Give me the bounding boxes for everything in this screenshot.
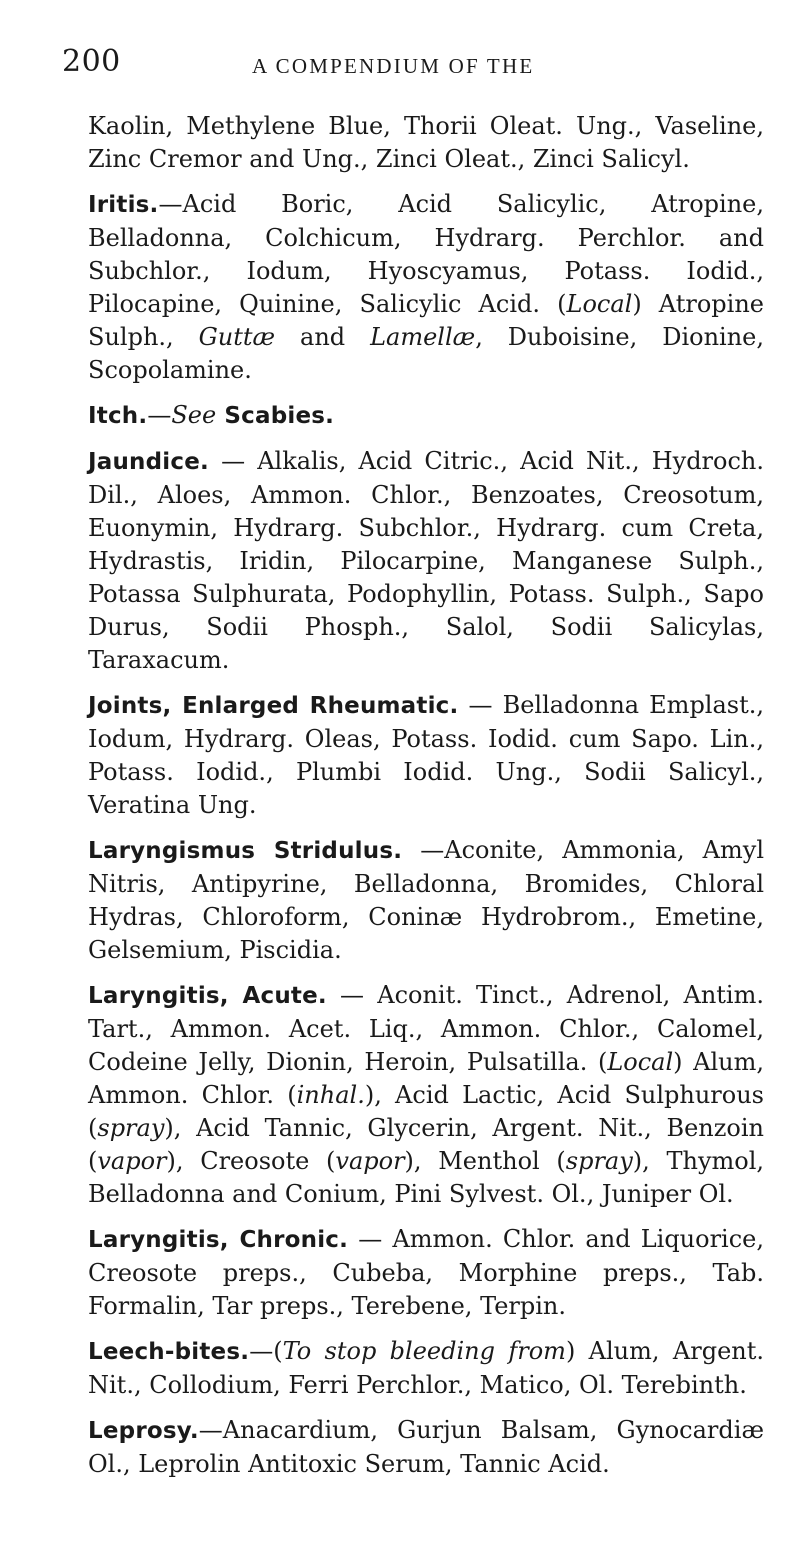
entry-itch (88, 399, 764, 433)
entry-dash: — (147, 401, 172, 429)
entry-text: — Aconit. Tinct., Adrenol, Antim. Tart., Ammon. Acet. Liq., Ammon. Chlor., Calomel, Codeine Jelly, Dionin, Heroin, Pulsatilla. ( (88, 981, 764, 1076)
entry-text: — Belladonna Emplast., Iodum, Hydrarg. Oleas, Potass. Iodid. cum Sapo. Lin., Potass. Iodid., Plumbi Iodid. Ung., Sodii Salicyl., Veratina Ung. (88, 691, 765, 819)
entry-heading: Itch. (88, 403, 148, 429)
entry-heading: Leech-bites. (88, 1339, 250, 1365)
entry-text: — Ammon. Chlor. and Liquorice, Creosote preps., Cubeba, Morphine preps., Tab. Formalin, Tar preps., Terebene, Terpin. (88, 1225, 765, 1320)
entry-heading: Joints, Enlarged Rheumatic. (88, 693, 459, 719)
entry-text: ), Creosote ( (166, 1147, 336, 1175)
entry-heading: Laryngitis, Chronic. (88, 1227, 349, 1253)
italic-guttae: Guttæ (198, 323, 276, 351)
italic-inhal: inhal. (296, 1081, 365, 1109)
entry-heading: Jaundice. (88, 449, 209, 475)
page-body (88, 110, 764, 1493)
entry-leech-bites (88, 1335, 764, 1402)
entry-text: ) Alum, Argent. Nit., Collodium, Ferri Perchlor., Matico, Ol. Terebinth. (88, 1337, 765, 1399)
italic-local: Local (566, 290, 633, 318)
entry-text: and (275, 323, 371, 351)
entry-text: , Duboisine, Dionine, Scopolamine. (88, 323, 764, 384)
running-head (62, 44, 752, 84)
entry-text: —( (249, 1337, 283, 1365)
italic-stop-bleeding: To stop bleeding from (282, 1337, 566, 1365)
entry-dash: — (158, 190, 183, 218)
entry-text: ), Thymol, Belladonna and Conium, Pini Sylvest. Ol., Juniper Ol. (88, 1147, 765, 1208)
entry-text: —Aconite, Ammonia, Amyl Nitris, Antipyrine, Belladonna, Bromides, Chloral Hydras, Chloroform, Coninæ Hydrobrom., Emetine, Gelsemium, Piscidia. (88, 836, 764, 964)
italic-vapor: vapor (97, 1147, 167, 1175)
entry-joints (88, 689, 764, 822)
entry-text: — Alkalis, Acid Citric., Acid Nit., Hydroch. Dil., Aloes, Ammon. Chlor., Benzoates, Creosotum, Euonymin, Hydrarg. Subchlor., Hydrarg. cum Creta, Hydrastis, Iridin, Pilocarpine, Manganese Sulph., Potassa Sulphurata, Podophyllin, Potass. Sulph., Sapo Durus, Sodii Phosph., Salol, Sodii Salicylas, Taraxacum. (88, 447, 764, 674)
italic-local: Local (607, 1048, 674, 1076)
entry-laryngitis-acute (88, 979, 764, 1211)
entry-jaundice (88, 445, 764, 677)
entry-text: ) Atropine Sulph., (88, 290, 764, 351)
running-title: A COMPENDIUM OF THE (252, 54, 535, 78)
page-number: 200 (62, 44, 121, 79)
italic-spray: spray (97, 1114, 165, 1142)
entry-text: ), Acid Tannic, Glycerin, Argent. Nit., Benzoin ( (88, 1114, 764, 1175)
italic-lamellae: Lamellæ (370, 323, 476, 351)
continued-entry (88, 110, 764, 176)
entry-text: ) Alum, Ammon. Chlor. ( (88, 1048, 765, 1109)
entry-text: ), Acid Lactic, Acid Sulphurous ( (88, 1081, 764, 1142)
italic-vapor: vapor (335, 1147, 405, 1175)
entry-text: ), Menthol ( (404, 1147, 566, 1175)
entry-text: —Anacardium, Gurjun Balsam, Gynocardiæ Ol., Leprolin Antitoxic Serum, Tannic Acid. (88, 1416, 764, 1478)
entry-heading: Leprosy. (88, 1418, 199, 1444)
entry-heading: Iritis. (88, 192, 159, 218)
entry-laryngitis-chronic (88, 1223, 764, 1323)
entry-laryngismus (88, 834, 764, 967)
continued-entry-text: Kaolin, Methylene Blue, Thorii Oleat. Ung., Vaseline, Zinc Cremor and Ung., Zinci Oleat., Zinci Salicyl. (88, 112, 764, 173)
entry-heading: Laryngitis, Acute. (88, 983, 327, 1009)
entry-heading: Laryngismus Stridulus. (88, 838, 403, 864)
italic-spray: spray (565, 1147, 633, 1175)
entry-leprosy (88, 1414, 764, 1481)
entry-iritis (88, 188, 764, 387)
italic-see: See (171, 401, 217, 429)
cross-reference: Scabies. (216, 403, 335, 429)
entry-text: Acid Boric, Acid Salicylic, Atropine, Belladonna, Colchicum, Hydrarg. Perchlor. and Subchlor., Iodum, Hyoscyamus, Potass. Iodid., Pilocapine, Quinine, Salicylic Acid. ( (88, 190, 764, 318)
